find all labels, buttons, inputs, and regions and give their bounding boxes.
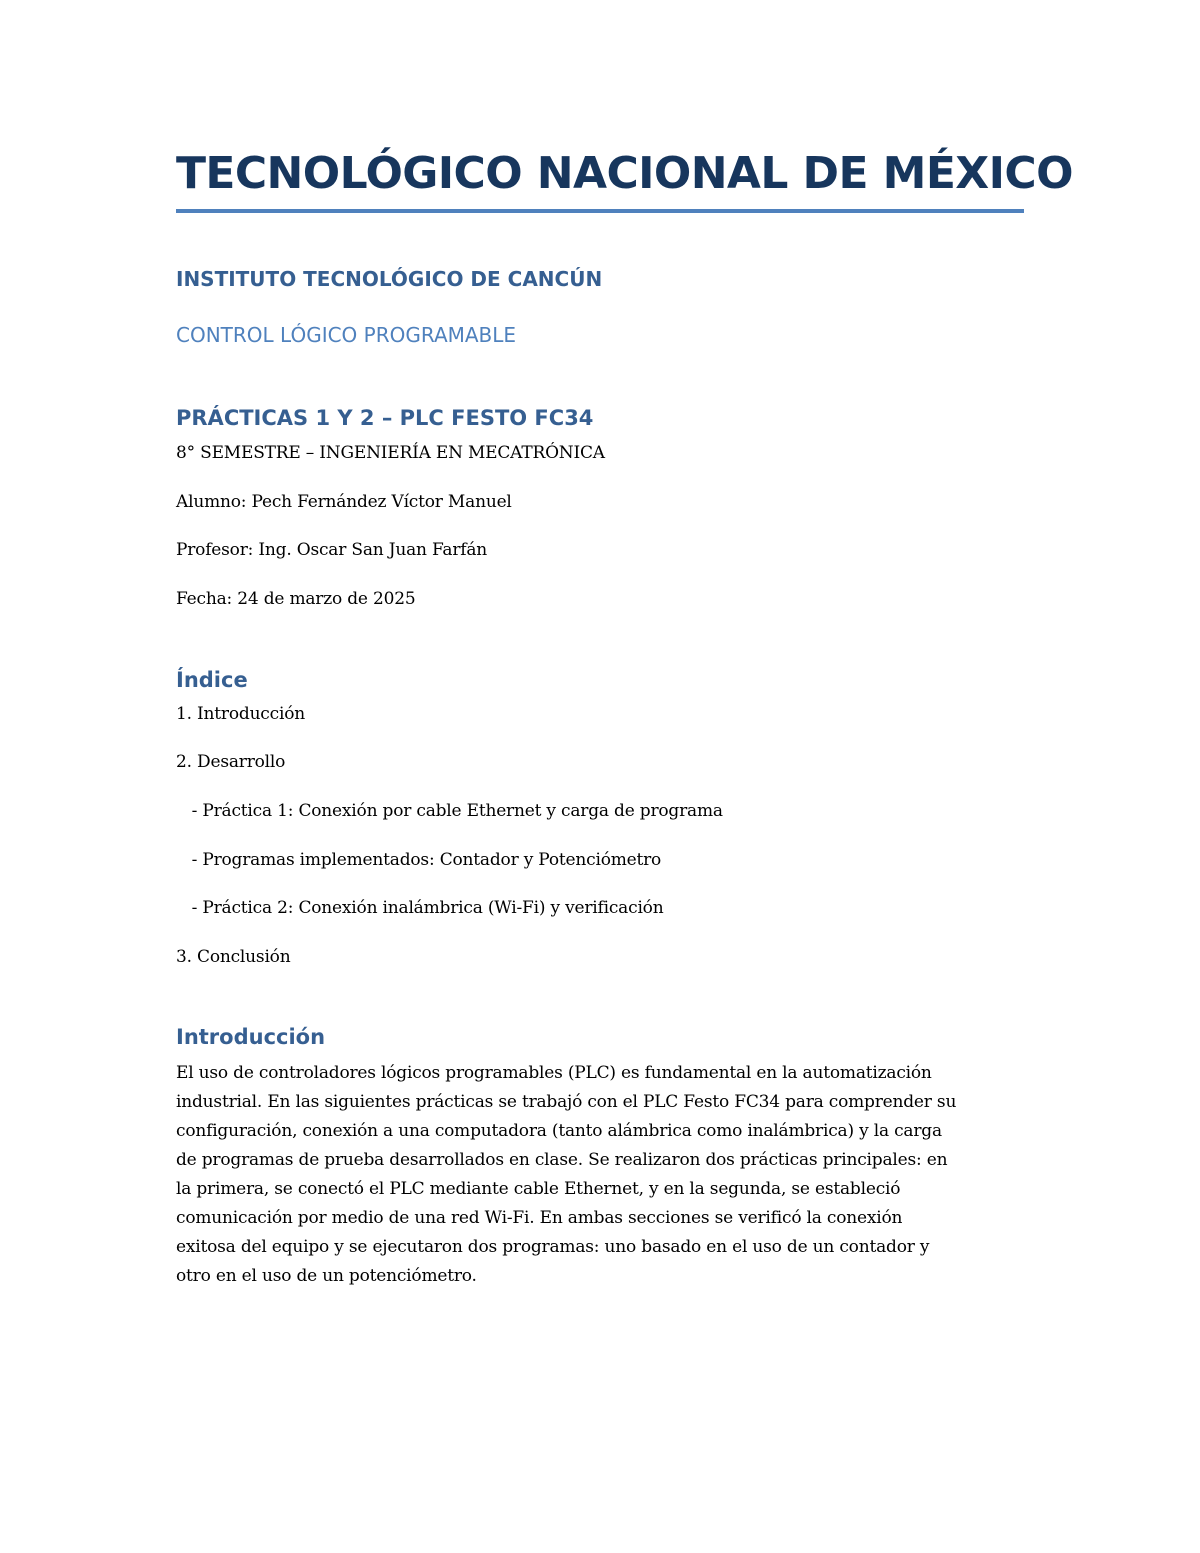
professor-line: Profesor: Ing. Oscar San Juan Farfán xyxy=(176,540,488,560)
paragraph-line: la primera, se conectó el PLC mediante cable Ethernet, y en la segunda, se estableció xyxy=(176,1179,901,1199)
introduction-heading: Introducción xyxy=(176,1025,326,1049)
index-subitem: - Práctica 1: Conexión por cable Ethernet y carga de programa xyxy=(176,801,723,821)
index-subitem: - Programas implementados: Contador y Potenciómetro xyxy=(176,850,662,870)
document-title: TECNOLÓGICO NACIONAL DE MÉXICO xyxy=(176,148,1073,199)
paragraph-line: de programas de prueba desarrollados en clase. Se realizaron dos prácticas principales: en xyxy=(176,1150,948,1170)
index-item: 1. Introducción xyxy=(176,704,305,724)
paragraph-line: industrial. En las siguientes prácticas se trabajó con el PLC Festo FC34 para comprender su xyxy=(176,1092,957,1112)
title-underline xyxy=(176,209,1024,213)
paragraph-line: El uso de controladores lógicos programables (PLC) es fundamental en la automatización xyxy=(176,1063,932,1083)
paragraph-line: exitosa del equipo y se ejecutaron dos programas: uno basado en el uso de un contador y xyxy=(176,1237,930,1257)
paragraph-line: otro en el uso de un potenciómetro. xyxy=(176,1266,477,1286)
index-subitem: - Práctica 2: Conexión inalámbrica (Wi-Fi) y verificación xyxy=(176,898,664,918)
paragraph-line: configuración, conexión a una computadora (tanto alámbrica como inalámbrica) y la carga xyxy=(176,1121,942,1141)
paragraph-line: comunicación por medio de una red Wi-Fi. En ambas secciones se verificó la conexión xyxy=(176,1208,903,1228)
practices-heading: PRÁCTICAS 1 Y 2 – PLC FESTO FC34 xyxy=(176,406,594,430)
index-item: 3. Conclusión xyxy=(176,947,291,967)
index-heading: Índice xyxy=(176,668,248,692)
course-name: CONTROL LÓGICO PROGRAMABLE xyxy=(176,323,517,347)
date-line: Fecha: 24 de marzo de 2025 xyxy=(176,589,416,609)
index-item: 2. Desarrollo xyxy=(176,752,286,772)
institute-name: INSTITUTO TECNOLÓGICO DE CANCÚN xyxy=(176,267,603,291)
introduction-paragraph xyxy=(176,1059,1026,1291)
student-line: Alumno: Pech Fernández Víctor Manuel xyxy=(176,492,512,512)
semester-line: 8° SEMESTRE – INGENIERÍA EN MECATRÓNICA xyxy=(176,443,605,463)
